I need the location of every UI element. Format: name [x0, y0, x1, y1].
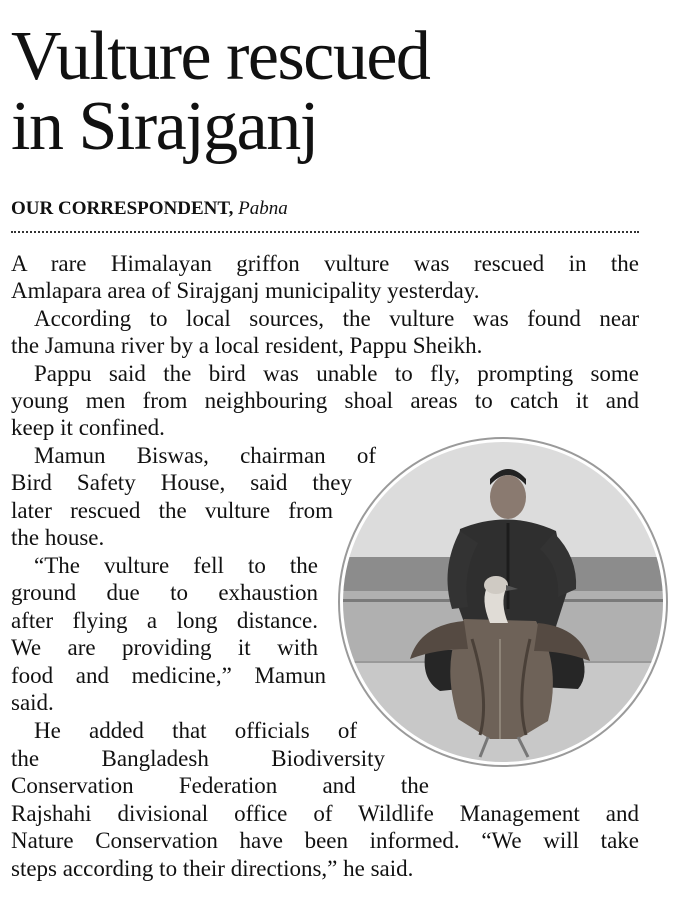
body-line: young men from neighbouring shoal areas to catch it and — [11, 388, 639, 413]
body-line: “The vulture fell to the — [11, 553, 318, 578]
body-line: later rescued the vulture from — [11, 498, 333, 523]
dotted-divider — [11, 231, 639, 233]
body-line: said. — [11, 690, 54, 715]
body-line: Bird Safety House, said they — [11, 470, 352, 495]
vulture-photo-icon — [340, 439, 666, 765]
byline — [11, 198, 288, 220]
body-line: the Bangladesh Biodiversity — [11, 746, 385, 771]
headline-line-1: Vulture rescued — [11, 18, 430, 95]
body-line: the house. — [11, 525, 105, 550]
headline-line-2: in Sirajganj — [11, 88, 318, 165]
byline-name: OUR CORRESPONDENT, — [11, 198, 234, 219]
body-line: He added that officials of — [11, 718, 357, 743]
body-line: Pappu said the bird was unable to fly, prompting some — [11, 361, 639, 386]
body-line: According to local sources, the vulture was found near — [11, 306, 639, 331]
body-line: after flying a long distance. — [11, 608, 318, 633]
body-line: Conservation Federation and the — [11, 773, 429, 798]
body-line: steps according to their directions,” he said. — [11, 856, 414, 881]
body-line: Nature Conservation have been informed. “We will take — [11, 828, 639, 853]
body-line: Mamun Biswas, chairman of — [11, 443, 376, 468]
body-line: the Jamuna river by a local resident, Pappu Sheikh. — [11, 333, 483, 358]
vulture-photo — [338, 437, 668, 767]
body-line: Amlapara area of Sirajganj municipality yesterday. — [11, 278, 480, 303]
body-line: keep it confined. — [11, 415, 165, 440]
body-line: A rare Himalayan griffon vulture was rescued in the — [11, 251, 639, 276]
body-line: food and medicine,” Mamun — [11, 663, 326, 688]
body-line: We are providing it with — [11, 635, 318, 660]
body-line: Rajshahi divisional office of Wildlife Management and — [11, 801, 639, 826]
headline — [11, 18, 639, 165]
byline-place: Pabna — [238, 198, 288, 219]
body-line: ground due to exhaustion — [11, 580, 318, 605]
